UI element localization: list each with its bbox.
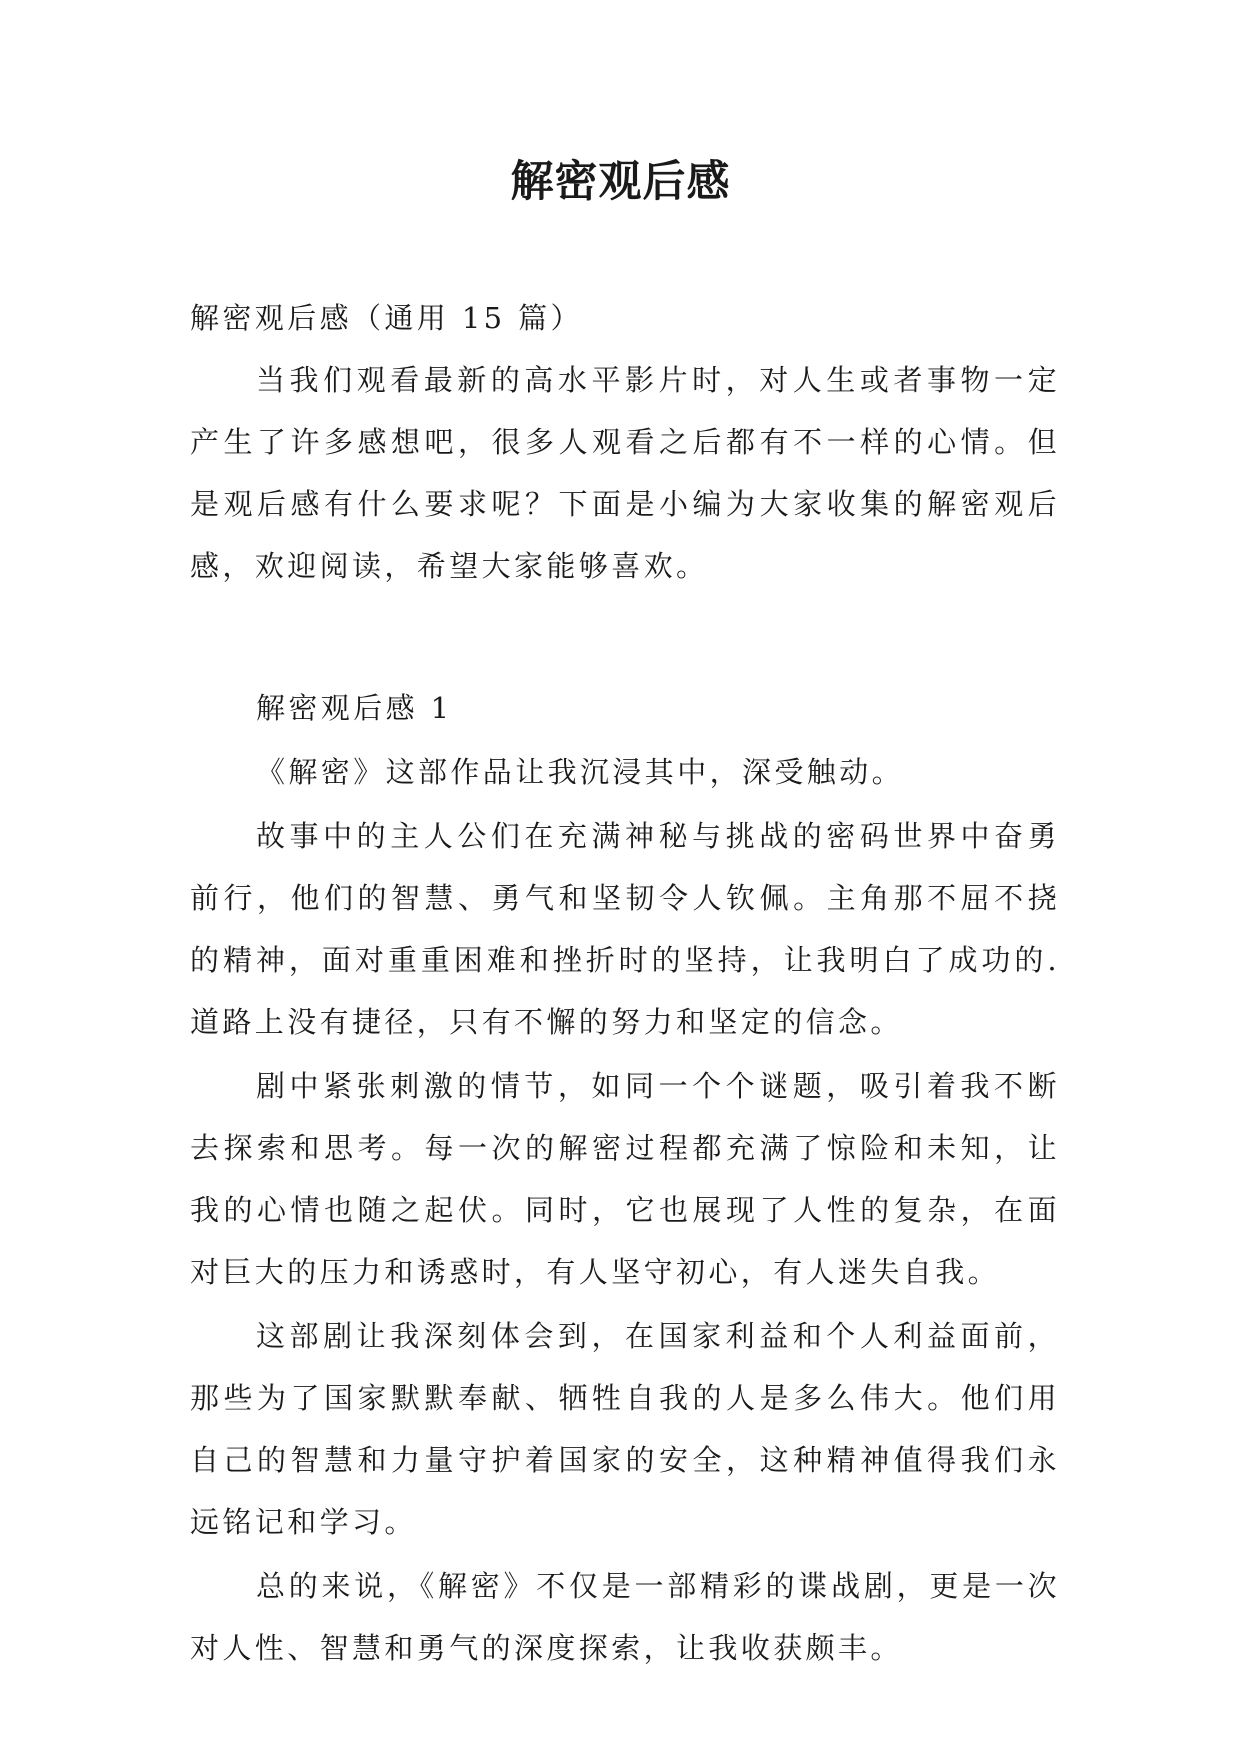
body-paragraph: 《解密》这部作品让我沉浸其中，深受触动。 [256,755,905,789]
body-paragraph: 这部剧让我深刻体会到，在国家利益和个人利益面前，那些为了国家默默奉献、牺牲自我的人是多么伟大。他们用自己的智慧和力量守护着国家的安全，这种精神值得我们永远铭记和学习。 [190,1319,1060,1539]
body-paragraph: 总的来说，《解密》不仅是一部精彩的谍战剧，更是一次对人性、智慧和勇气的深度探索，让我收获颇丰。 [190,1569,1060,1665]
body-paragraph: 剧中紧张刺激的情节，如同一个个谜题，吸引着我不断去探索和思考。每一次的解密过程都充满了惊险和未知，让我的心情也随之起伏。同时，它也展现了人性的复杂，在面对巨大的压力和诱惑时，有人坚守初心，有人迷失自我。 [190,1069,1060,1289]
intro-paragraph: 当我们观看最新的高水平影片时，对人生或者事物一定产生了许多感想吧，很多人观看之后都有不一样的心情。但是观后感有什么要求呢？下面是小编为大家收集的解密观后感，欢迎阅读，希望大家能够喜欢。 [190,363,1060,583]
document-title: 解密观后感 [510,157,731,207]
body-paragraph: 故事中的主人公们在充满神秘与挑战的密码世界中奋勇前行，他们的智慧、勇气和坚韧令人钦佩。主角那不屈不挠的精神，面对重重困难和挫折时的坚持，让我明白了成功的.道路上没有捷径，只有不懈的努力和坚定的信念。 [190,819,1060,1039]
subtitle-line: 解密观后感（通用 15 篇） [190,301,583,335]
document-body [190,287,1060,1679]
section-heading: 解密观后感 1 [256,691,453,725]
